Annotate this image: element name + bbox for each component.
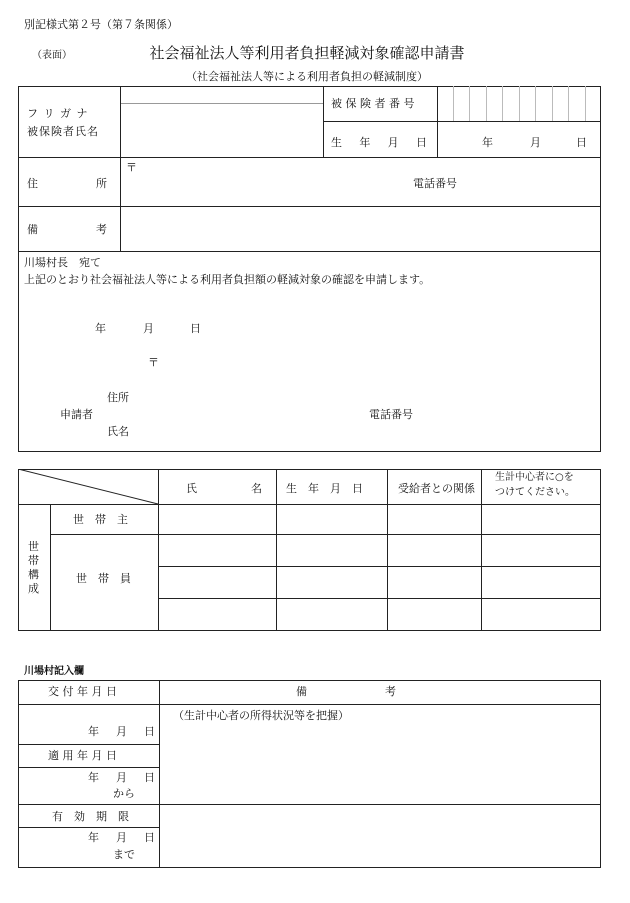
address-label: 住 所 — [27, 177, 107, 190]
valid-year-unit: 年 — [88, 831, 99, 844]
household-head-label: 世 帯 主 — [73, 513, 128, 526]
applicant-label: 申請者 — [60, 408, 93, 421]
apply-year-unit: 年 — [88, 771, 99, 784]
col-relation-header: 受給者との関係 — [398, 482, 475, 495]
household-member-label: 世 帯 員 — [76, 572, 131, 585]
addressee: 川場村長 宛て — [24, 256, 101, 269]
valid-day-unit: 日 — [144, 831, 155, 844]
office-table — [18, 680, 601, 868]
birthdate-label: 生 年 月 日 — [331, 136, 427, 149]
issue-month-unit: 月 — [116, 725, 127, 738]
income-status-note: （生計中心者の所得状況等を把握） — [173, 709, 349, 722]
insured-name-label: 被保険者氏名 — [27, 125, 99, 138]
issue-day-unit: 日 — [144, 725, 155, 738]
col-center-header-line2: つけてください。 — [495, 487, 575, 498]
declaration-address-label: 住所 — [107, 391, 129, 404]
issue-year-unit: 年 — [88, 725, 99, 738]
declaration-month-unit: 月 — [143, 322, 154, 335]
declaration-postal-mark: 〒 — [148, 356, 159, 369]
page-title: 社会福祉法人等利用者負担軽減対象確認申請書 — [149, 44, 465, 62]
furigana-label: フ リ ガ ナ — [27, 107, 89, 120]
declaration-phone-label: 電話番号 — [369, 408, 413, 421]
apply-from-label: から — [113, 787, 135, 800]
applicant-form-frame — [18, 86, 601, 452]
issue-date-label: 交 付 年 月 日 — [48, 685, 117, 698]
form-side-label: （表面） — [32, 50, 72, 61]
declaration-year-unit: 年 — [95, 322, 106, 335]
insurance-number-boxes[interactable] — [437, 86, 601, 121]
col-name-header: 氏 名 — [186, 482, 262, 495]
remarks-label: 備 考 — [27, 223, 107, 236]
apply-month-unit: 月 — [116, 771, 127, 784]
birth-year-unit: 年 — [482, 136, 493, 149]
valid-until-label: まで — [113, 848, 135, 861]
valid-month-unit: 月 — [116, 831, 127, 844]
declaration-name-label: 氏名 — [107, 425, 129, 438]
birth-day-unit: 日 — [576, 136, 587, 149]
application-statement: 上記のとおり社会福祉法人等による利用者負担額の軽減対象の確認を申請します。 — [24, 273, 431, 286]
apply-day-unit: 日 — [144, 771, 155, 784]
valid-period-label: 有 効 期 限 — [52, 810, 129, 823]
household-group-label: 世帯構成 — [28, 540, 39, 595]
declaration-day-unit: 日 — [190, 322, 201, 335]
household-table — [18, 469, 601, 631]
office-remarks-header: 備 考 — [296, 685, 396, 698]
address-phone-label: 電話番号 — [413, 177, 457, 190]
col-birthdate-header: 生 年 月 日 — [286, 482, 363, 495]
header-diagonal-line — [18, 469, 158, 504]
apply-date-label: 適 用 年 月 日 — [48, 749, 117, 762]
postal-mark: 〒 — [126, 161, 137, 174]
birth-month-unit: 月 — [530, 136, 541, 149]
page-subtitle: （社会福祉法人等による利用者負担の軽減制度） — [186, 70, 428, 83]
office-section-title: 川場村記入欄 — [24, 666, 84, 677]
insurance-number-label: 被 保 険 者 番 号 — [331, 97, 415, 110]
form-number: 別記様式第２号（第７条関係） — [24, 18, 178, 31]
col-center-header-line1: 生計中心者に○を — [495, 472, 574, 483]
